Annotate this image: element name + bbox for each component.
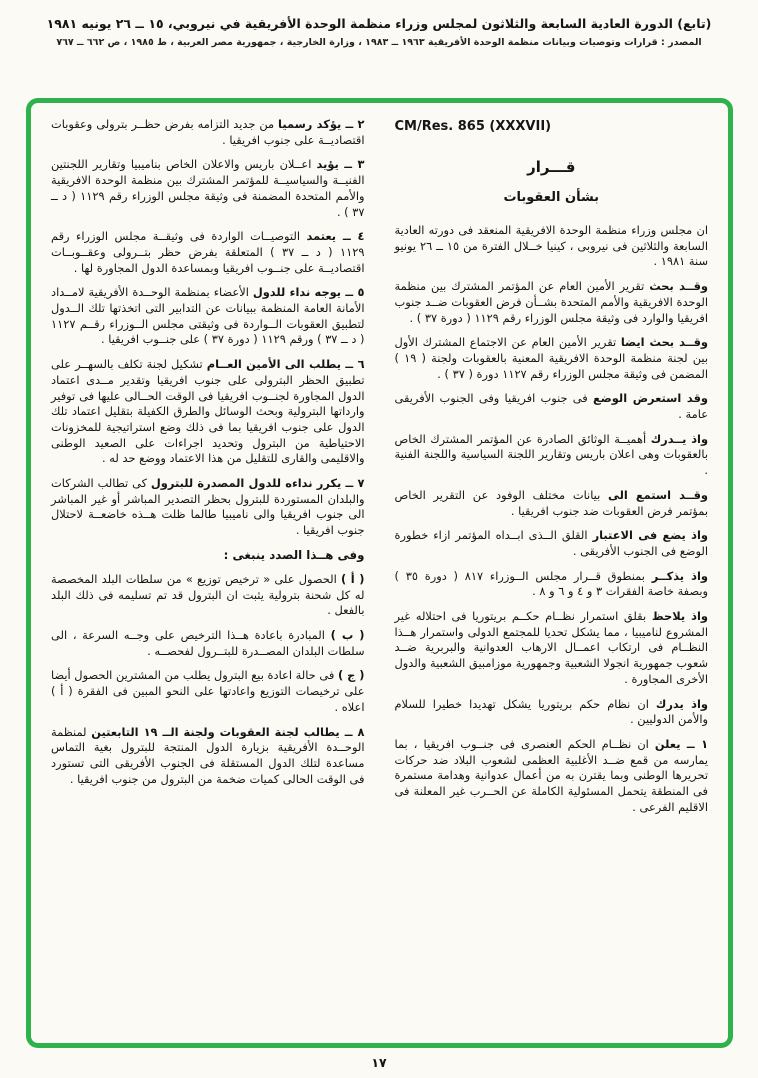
paragraph-text: بيانات مختلف الوفود عن التقرير الخاص بمؤتمر فرض العقوبات ضد جنوب افريقيا .	[394, 487, 708, 518]
paragraph-lead: ٦ ــ يطلب الى الأمين العــام	[206, 357, 365, 372]
resolution-paragraph	[395, 737, 709, 816]
paragraph-lead: ٤ ــ يعتمد	[306, 229, 365, 244]
resolution-paragraph	[395, 279, 709, 326]
paragraph-lead: ( أ )	[341, 571, 365, 586]
paragraph-text: الحصول على « ترخيص توزيع » من سلطات البلد المخصصة له كل شحنة بترولية يثبت ان البترول قد تم تسليمه فى ذلك البلد بالفعل .	[51, 571, 365, 618]
resolution-title: قـــرار	[527, 158, 576, 176]
paragraph-lead: ٧ ــ يكرر نداءه للدول المصدرة للبترول	[150, 476, 365, 491]
paragraph-lead: ٨ ــ يطالب لجنة العقوبات ولجنة الــ ١٩ التابعتين	[91, 724, 365, 739]
paragraph-lead: وقد استعرض الوضع	[593, 391, 708, 406]
resolution-paragraph	[51, 668, 365, 715]
paragraph-text: أهميــة الوثائق الصادرة عن المؤتمر المشترك الخاص بالعقوبات وهى اعلان باريس وتقارير اللجنة السياسية واللجنة الفنية .	[394, 431, 708, 478]
paragraph-text: القلق الــذى ابــداه المؤتمر ازاء خطورة الوضع فى الجنوب الأفريقى .	[394, 528, 708, 558]
resolution-paragraph	[395, 697, 709, 728]
resolution-paragraph	[51, 476, 365, 539]
paragraph-text: تشكيل لجنة تكلف بالسهــر على تطبيق الحظر البترولى على جنوب افريقيا وتقدير مــدى اعتماد الدول المجاورة لجنــوب افريقيا فى الوقت الحــالى عليها فى توفير وارداتها البترولية وبحث الوسائل والطرق الكفيلة بتقليل اعتماد تلك الدول على جنوب افريقيا بما فى ذلك وضع استراتيجية للمخزونات الاحتياطية من البترول وتحديد اجراءات على الصعيد الوطنى والاقليمى والقارى للتقليل من هذا الاعتماد ووضع حد له .	[51, 357, 365, 466]
paragraph-text: من جديد التزامه بفرض حظــر بترولى وعقوبات اقتصاديــة على جنوب افريقيا .	[51, 117, 365, 147]
resolution-paragraph	[51, 229, 365, 276]
paragraph-text: فى جنوب افريقيا وفى الجنوب الأفريقى عامة .	[394, 391, 708, 422]
paragraph-text: كى تطالب الشركات والبلدان المستوردة للبترول بحظر التصدير المباشر أو غير المباشر الى جنوب افريقيا والى ناميبيا طالما ظلت هــذه خاضعــة لاحتلال جنوب افريقيا .	[51, 476, 365, 538]
paragraph-text: اعــلان باريس والاعلان الخاص بناميبيا وتقارير اللجنتين الفنيــة والسياسيــة للمؤتمر المشترك بين منظمة الوحدة الافريقية والأمم المتحدة المضمنة فى وثيقة مجلس الوزراء رقم ١١٢٩ ( د ــ ٣٧ ) .	[51, 157, 365, 219]
paragraph-text: التوصيــات الواردة فى وثيقــة مجلس الوزراء رقم ١١٢٩ ( د ــ ٣٧ ) المتعلقة بفرض حظر بتــرولى وعقــوبــات اقتصاديــة على جنــوب افريقيا وبمساعدة الدول المجاورة لها .	[51, 229, 365, 275]
two-column-layout	[51, 117, 708, 1033]
paragraph-lead: ٢ ــ يؤكد رسميا	[278, 117, 365, 131]
paragraph-text: فى حالة اعادة بيع البترول يطلب من المشترين الحصول أيضا على ترخيصات التوزيع واعادتها على النحو المبين فى الفقرة ( أ ) اعلاه .	[51, 668, 365, 714]
document-header	[0, 0, 758, 48]
resolution-paragraph	[395, 223, 709, 270]
paragraph-text: المبادرة باعادة هــذا الترخيص على وجــه السرعة ، الى سلطات البلدان المصــدرة للبتــرول لفحصــه .	[51, 627, 365, 658]
resolution-paragraph	[395, 528, 709, 559]
paragraph-lead: واذ يلاحظ	[651, 609, 708, 624]
resolution-paragraph	[395, 335, 709, 382]
paragraph-text: ان نظــام الحكم العنصرى فى جنــوب افريقيا ، بما يمارسه من قمع ضــد الأغلبية العظمى لشعوب البلاد ضد حركات تحريرها الوطنى وبما يقترن به من أعمال عدوانية وهدامة مستمرة فى المنطقة يتحمل المسئولية الكاملة عن الحــرب غير المعلنة فى الاقليم الفرعى .	[394, 736, 708, 814]
resolution-paragraph	[51, 628, 365, 659]
resolution-paragraph	[51, 572, 365, 619]
resolution-paragraph	[395, 391, 709, 422]
paragraph-lead: واذ يضع فى الاعتبار	[592, 528, 708, 543]
page-number: ١٧	[371, 1055, 387, 1070]
resolution-paragraph	[51, 285, 365, 348]
column-right	[395, 117, 709, 1033]
header-source-line: المصدر : قرارات وتوصيات وبيانات منظمة الوحدة الأفريقية ١٩٦٣ ــ ١٩٨٣ ، وزارة الخارجية ، جمهورية مصر العربية ، ط ١٩٨٥ ، ص ٦٦٢ ــ ٧٦٧	[56, 37, 702, 48]
resolution-reference: CM/Res. 865 (XXXVII)	[394, 119, 552, 134]
resolution-paragraph	[51, 357, 365, 467]
resolution-subtitle: بشأن العقوبات	[503, 190, 600, 205]
paragraph-lead: واذ يذكــر	[651, 568, 708, 583]
paragraph-lead: واذ يدرك	[655, 696, 708, 711]
column-left	[51, 117, 365, 1033]
paragraph-text: لمنظمة الوحــدة الأفريقية بزيارة الدول المنتجة للبترول بغية التماس مساعدة لتلك الدول المستقلة فى الجنوب الأفريقى التى تستورد فى الوقت الحالى كميات ضخمة من البترول من جنوب افريقيا .	[51, 724, 365, 786]
resolution-paragraph	[395, 609, 709, 688]
paragraph-lead: ١ ــ يعلن	[654, 736, 709, 751]
resolution-paragraph	[395, 432, 709, 479]
paragraph-lead: ( ب )	[330, 627, 365, 642]
paragraph-text: بمنطوق قــرار مجلس الــوزراء ٨١٧ ( دورة ٣٥ ) وبصفة خاصة الفقرات ٣ و ٤ و ٦ و ٨ .	[394, 568, 708, 599]
paragraph-text: تقرير الأمين العام عن الاجتماع المشترك الأول بين لجنة منظمة الوحدة الافريقية المعنية بالعقوبات ولجنة ( ١٩ ) المضمن فى وثيقة مجلس الوزراء رقم ١١٢٧ دورة ( ٣٧ ) .	[394, 335, 708, 381]
paragraph-lead: وقــد بحث ايضا	[620, 335, 708, 350]
paragraph-lead: وقــد استمع الى	[608, 487, 708, 502]
resolution-paragraph	[395, 569, 709, 600]
resolution-paragraph	[51, 157, 365, 220]
paragraph-text: بقلق استمرار نظــام حكــم بريتوريا فى احتلاله غير المشروع لناميبيا ، مما يشكل تحديا للمجتمع الدولى واستمرار هــذا النظــام فى ارتكاب اعمــال الارهاب العدوانية والبربرية ضــد شعوب جمهورية انجولا الشعبية وجمهورية موزامبيق الشعبية والدول الأخرى المجاورة .	[394, 609, 708, 686]
subsection-heading: وفى هــذا الصدد ينبغى :	[223, 547, 365, 562]
resolution-paragraph	[51, 725, 365, 788]
header-session-title: (تابع) الدورة العادية السابعة والثلاثون لمجلس وزراء منظمة الوحدة الأفريقية في نيروبي، ١٥ ــ ٢٦ يونيه ١٩٨١	[46, 16, 712, 31]
paragraph-lead: ( ج )	[337, 668, 365, 683]
paragraph-text: تقرير الأمين العام عن المؤتمر المشترك بين منظمة الوحدة الافريقية والأمم المتحدة بشــأن فرض العقوبات ضــد جنوب افريقيا والوارد فى وثيقة مجلس الوزراء رقم ١١٢٩ ( دورة ٣٧ ) .	[394, 279, 708, 325]
green-content-frame	[26, 98, 733, 1048]
paragraph-text: ان نظام حكم بريتوريا يشكل تهديدا خطيرا للسلام والأمن الدوليين .	[394, 696, 708, 727]
resolution-paragraph	[51, 117, 365, 148]
resolution-paragraph	[395, 488, 709, 519]
paragraph-lead: وقــد بحث	[649, 279, 708, 294]
paragraph-lead: واذ يــدرك	[650, 431, 709, 446]
paragraph-text: الأعضاء بمنظمة الوحــدة الأفريقية لامــداد الأمانة العامة المنظمة ببيانات عن التدابير التى اتخذتها تلك الــدول لتطبيق العقوبات الــواردة فى وثيقتى مجلس الــوزراء رقــم ١١٢٧ ( د ــ ٣٧ ) ورقم ١١٢٩ ( دورة ٣٧ ) على جنــوب افريقيا .	[51, 285, 365, 347]
paragraph-text: ان مجلس وزراء منظمة الوحدة الافريقية المنعقد فى دورته العادية السابعة والثلاثين فى نيروبى ، كينيا خــلال الفترة من ١٥ ــ ٢٦ يونيو سنة ١٩٨١ .	[394, 223, 708, 269]
paragraph-lead: ٣ ــ يؤيد	[316, 157, 365, 172]
paragraph-lead: ٥ ــ يوجه نداء للدول	[252, 285, 365, 300]
